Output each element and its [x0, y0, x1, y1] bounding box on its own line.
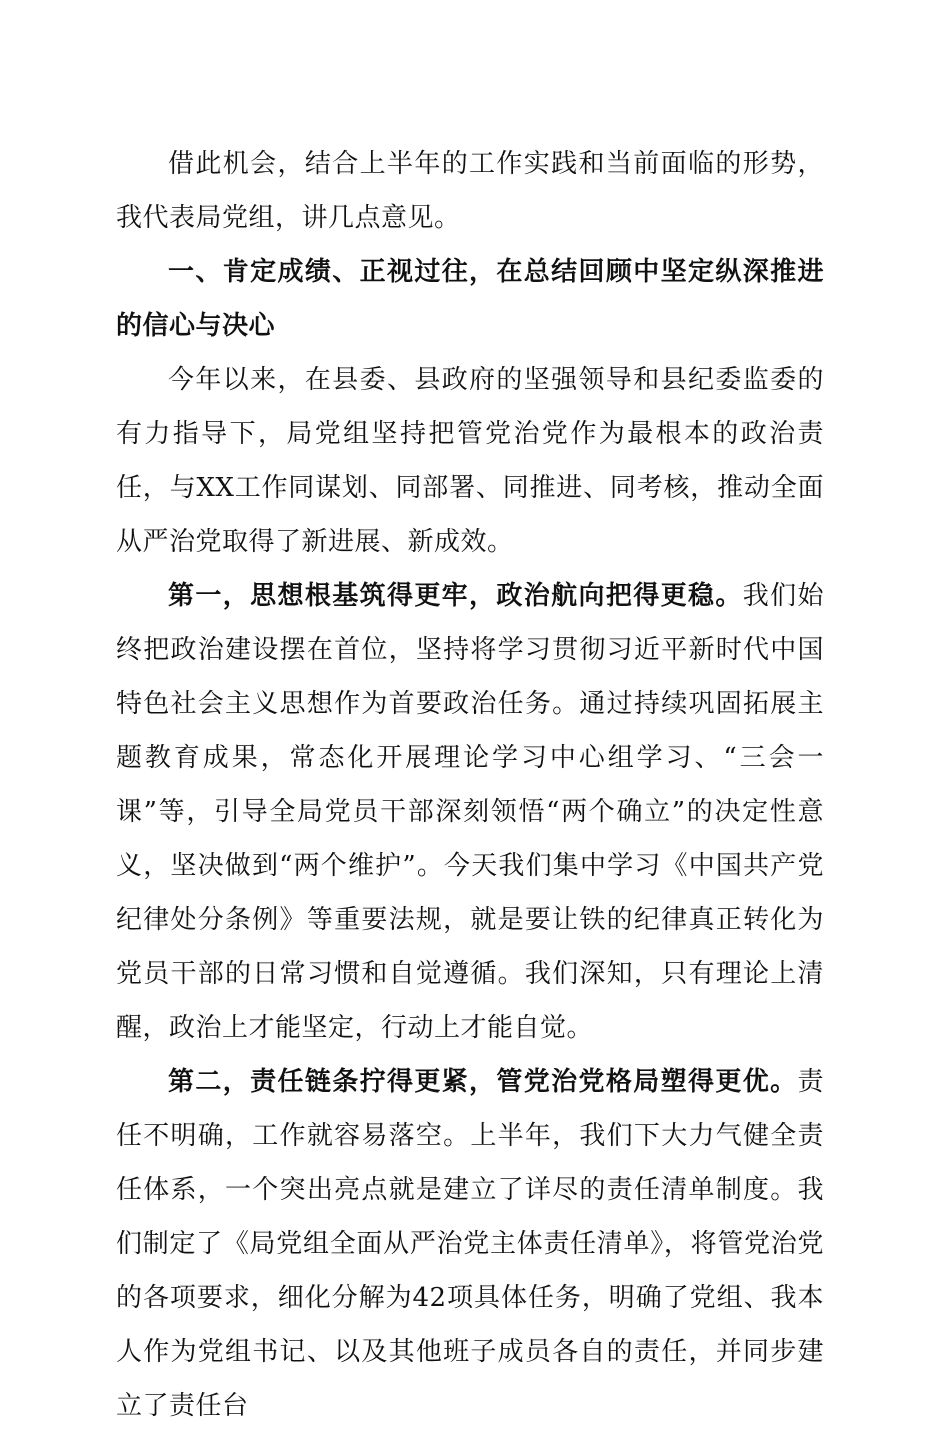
summary-paragraph: 今年以来，在县委、县政府的坚强领导和县纪委监委的有力指导下，局党组坚持把管党治党作为最根本的政治责任，与XX工作同谋划、同部署、同推进、同考核，推动全面从严治党取得了新进展、新成效。 — [116, 365, 824, 557]
point-two-body: 责任不明确，工作就容易落空。上半年，我们下大力气健全责任体系，一个突出亮点就是建立了详尽的责任清单制度。我们制定了《局党组全面从严治党主体责任清单》，将管党治党的各项要求，细化分解为42项具体任务，明确了党组、我本人作为党组书记、以及其他班子成员各自的责任，并同步建立了责任台 — [116, 1067, 824, 1421]
document-body — [116, 137, 824, 1433]
point-two-paragraph — [116, 1055, 824, 1433]
point-one-lead: 第一，思想根基筑得更牢，政治航向把得更稳。 — [168, 581, 743, 611]
point-one-paragraph — [116, 569, 824, 1055]
section-heading: 一、肯定成绩、正视过往，在总结回顾中坚定纵深推进的信心与决心 — [116, 257, 824, 341]
point-two-lead: 第二，责任链条拧得更紧，管党治党格局塑得更优。 — [168, 1067, 798, 1097]
intro-paragraph: 借此机会，结合上半年的工作实践和当前面临的形势，我代表局党组，讲几点意见。 — [116, 149, 824, 233]
point-one-body: 我们始终把政治建设摆在首位，坚持将学习贯彻习近平新时代中国特色社会主义思想作为首要政治任务。通过持续巩固拓展主题教育成果，常态化开展理论学习中心组学习、“三会一课”等，引导全局党员干部深刻领悟“两个确立”的决定性意义，坚决做到“两个维护”。今天我们集中学习《中国共产党纪律处分条例》等重要法规，就是要让铁的纪律真正转化为党员干部的日常习惯和自觉遵循。我们深知，只有理论上清醒，政治上才能坚定，行动上才能自觉。 — [116, 581, 824, 1043]
